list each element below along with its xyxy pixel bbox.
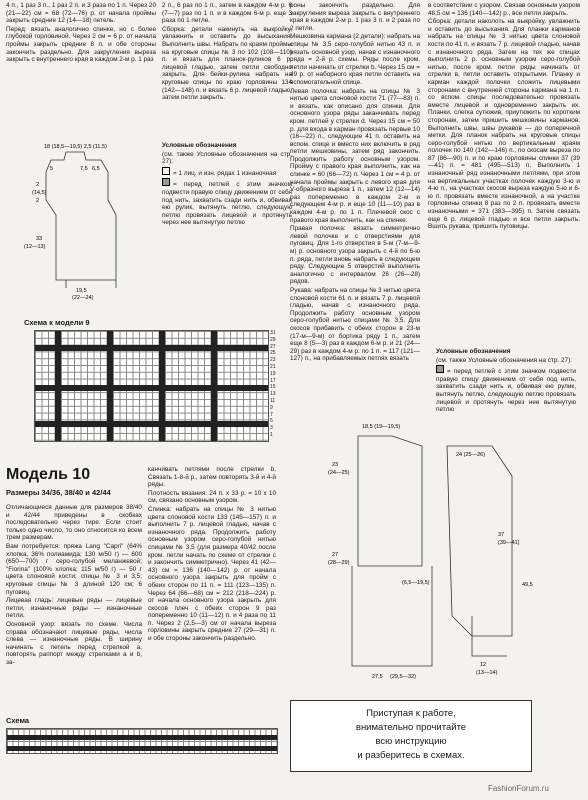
legend-item: = 1 лиц. и изн. рядах 1 изнаночная: [162, 167, 292, 178]
paragraph: 4 п., 1 раз 3 п., 1 раз 2 п. и 3 раза по 1 п. Через 20 (21—22) см = 68 (72—76) р. от начала проймы закрыть средние 12 (14—18) петель.: [6, 2, 156, 25]
column-2-bottom-text: [148, 466, 276, 644]
paragraph: Вам потребуется: пряжа Lang "Capri" (64% хлопка, 36% полиамида; 130 м/50 г) — 600 (650—700) г серо-голубой меланжевой; "Fiorina" (100% хлопка; 115 м/50 г) — 50 г цвета слоновой кости; спицы № 3 и 3,5; круговые спицы № 3 длиной 120 см; 6 пуговиц.: [6, 542, 142, 596]
paragraph: Правая полочка: вязать симметрично левой полочке и с отверстиями для пуговиц. Для 1-го отверстия в 5-м (7-м—9-м) р. основного узора закрыть с 4-й по 6-ю п. ряда, петли вновь набрать в следующем ряду. Следующие 5 отверстий выполнить аналогично с интервалом 26 (26—28) рядов.: [290, 225, 420, 286]
reminder-line: всю инструкцию: [375, 736, 447, 747]
sketch-label: 19,5: [76, 288, 87, 294]
sketch-label: (28—29): [328, 560, 350, 566]
column-3-text: [290, 2, 420, 364]
model-title: Модель 10: [6, 466, 91, 483]
sketch-label: 27,5: [372, 674, 383, 680]
sketch-label: 18 (18,5—19,5) 2,5 (11,5): [44, 144, 107, 150]
sketch-label: 5: [50, 166, 54, 172]
paragraph: в соответствии с узором. Связав основным узором 48,5 см = 136 (140—142) р., все петли закрыть.: [428, 2, 580, 17]
model-10-pattern-sketch: [322, 416, 552, 686]
sketch-label: (13—14): [476, 670, 498, 676]
scheme-bottom-title: Схема: [6, 716, 30, 725]
sketch-label: (29,5—32): [390, 674, 416, 680]
legend-item: = перед петлей с этим значком подвести правую спицу движением от себя под нить, захватить сзади нить и, обвивая ею рулик, вытянуть петлю, следующую петлю провязать лицевой и протянуть через нее вытянутую петлю: [436, 365, 576, 414]
reminder-line: внимательно прочитайте: [355, 722, 467, 733]
sketch-label: (22—24): [72, 295, 94, 300]
sketch-label: (24—25): [328, 470, 350, 476]
reminder-box: [290, 700, 532, 772]
sketch-label: 12: [480, 662, 487, 668]
paragraph: 2 п., 6 раз по 1 п., затем в каждом 4-м р. 6 (7—7) раз по 1 п. и в каждом 6-м р. еще 3 раза по 1 петле.: [162, 2, 292, 25]
paragraph: Основной узор: вязать по схеме. Числа справа обозначают лицевые ряды, числа слева — изнаночные ряды. В ширину начинать с петель перед стрелкой а, повторять раппорт между стрелками а и b, за-: [6, 620, 142, 666]
paragraph: Левая полочка: набрать на спицы № 3 нитью цвета слоновой кости 71 (77—83) п. и вязать, как описано для спинки. Для основного узора ряды заканчивать перед кром. петлей у стрелки d. Через 15 см = 50 р. для входа в карман провязать первые 10 (16—22) п., следующие 41 п. оставить на вспом. спице и вместо них включить в ряд петли мешковины, затем ряд закончить. Продолжить работу основным узором. Пройму с правого края выполнить, как на спинке = 60 (66—72) п. Через 1 см = 4 р. от начала проймы закрыть с левого края для V-образного выреза 1 п., затем 12 (12—14) раз попеременно в каждом 2-м и следующем 4-м р. и еще 10 (11—10) раз в каждом 4-м р. по 1 п. Плечевой скос с правого края выполнить, как на спинке.: [290, 87, 420, 224]
reminder-line: Приступая к работе,: [366, 708, 456, 719]
watermark: FashionForum.ru: [488, 784, 549, 793]
loop-symbol-icon: [436, 365, 444, 373]
sketch-label: 6,5: [92, 166, 100, 172]
paragraph: Отличающиеся данные для размеров 38/40 и 42/44 приведены в скобках последовательно через тире. Если стоит только одно число, то оно относится ко всем трем размерам.: [6, 504, 142, 542]
sketch-label: (12—13): [24, 244, 46, 250]
sketch-label: 2: [36, 182, 40, 188]
scheme-9-grid: [34, 330, 269, 442]
paragraph: Рукава: набрать на спицы № 3 нитью цвета слоновой кости 61 п. и вязать 7 р. лицевой гладью, начав с изнаночного ряда. Продолжить работу основным узором серо-голубой нитью спицами № 3,5. Для скосов прибавить с обеих сторон в 23-м (17-м—9-м) от бортика ряду 1 п., затем еще 8 (5—3) раз в каждом 6-м р. и 21 (24—29) раз в каждом 4-м р. по 1 п. = 117 (121—127) п., на прибавляемых петлях вязать: [290, 286, 420, 363]
legend-1: [162, 142, 292, 228]
column-4-text: [428, 2, 580, 232]
scheme-9-row-numbers: 31 29 27 25 23 21 19 17 15 13 11 9 7 5 3 1: [270, 330, 276, 438]
column-2-top-text: [162, 2, 292, 103]
paragraph: Сборка: детали наколоть на выкройку, увлажнить и оставить до высыхания. Для планки карманов набрать на спицы № 3 нитью цвета слоновой кости по 41 п. и вязать 7 р. лицевой гладью, начав с изнаночного ряда. Затем на тех же спицах выполнить 2 р. основным узором серо-голубой нитью, после кром. петли ряды начинать от стрелки в, петли оставить открытыми. Планку и карман каждой полочки сложить лицевыми сторонами с внутренней стороны кармана на 1 п. со вспом. спицы последовательно провязать вместе лицевой и одновременно закрыть их. Планки, слегка сутюжив, приутюжить по коротким сторонам, затем пришить мешковины карманов. Выполнить швы, швы рукавов — до поперечной метки. Для планок набрать на круговые спицы серо-голубой нитью по вертикальным краям полочек по 140 (142—146) п., по скосам выреза по 87 (86—90) п. и по краю горловины спинки 37 (39—41) п. = 481 (495—513) п. Выполнить 1 изнаночный ряд изнаночными петлями, при этом на вертикальных участках полочек каждую 3-ю и 4-ю п., на участках скосов выреза каждую 5-ю и 6-ю п. провязать вместе изнаночной, а на участке горловины спинки 8 раз по 2 п. провязать вместе изнаночными = 371 (383—395) п. Затем связать еще 6 р. лицевой гладью и все петли закрыть. Вшить рукава, пришить пуговицы.: [428, 18, 580, 231]
sketch-label: 27: [332, 552, 339, 558]
legend-item: = перед петлей с этим значком подвести правую спицу движением от себя под нить, захватить сзади нить и, обвивая ею рулик, вытянуть петлю, следующую петлю провязать лицевой и протянуть через нее вытянутую петлю: [162, 178, 292, 227]
square-symbol-icon: [162, 167, 170, 175]
legend-title: Условные обозначения: [436, 348, 511, 355]
sketch-label: 37: [498, 532, 505, 538]
sketch-label: (6,5—19,5): [402, 580, 430, 586]
paragraph: Спинка: набрать на спицы № 3 нитью цвета слоновой кости 133 (145—157) п. и выполнить 7 р. лицевой гладью, начав с изнаночного ряда. Продолжить работу основным узором серо-голубой нитью спицами № 3,5 (для размера 40/42 после кром. петли начать по схеме от стрелки с и закончить симметрично). Через 41 (42—43) см = 136 (140—142) р. от начала основного узора закрыть для пройм с обеих сторон по 11 п. = 111 (123—135) п. Через 64 (66—68) см = 212 (218—224) р. от начала основного узора закрыть для скосов плеч с обеих сторон 9 раз попеременно 10 (11—12) п. и 4 раза по 11 п. Через 2 (2,5—3) см от начала выреза горловины закрыть средние 27 (29—31) п. и обе стороны закончить раздельно.: [148, 505, 276, 643]
sketch-label: (14,5): [32, 190, 47, 196]
paragraph: Лицевая гладь: лицевые ряды — лицевые петли, изнаночные ряды — изнаночные петли.: [6, 597, 142, 620]
sketch-label: 33: [36, 236, 43, 242]
legend-2: [436, 348, 576, 415]
reminder-line: и разберитесь в схемах.: [357, 750, 465, 761]
sketch-label: (39—41): [498, 540, 520, 546]
legend-title: Условные обозначения: [162, 142, 237, 149]
paragraph: Сборка: детали накинуть на выкройку, увлажнить и оставить до высыхания. Выполнить швы. Набрать по краям проймы на круговые спицы № 3 по 102 (108—110) п. и вязать для планок-руликов 6 р. лицевой гладью, затем петли свободно закрыть. Для бейки-рулика набрать на круговые спицы по краю горловины 134 (142—148) п. и вязать 6 р. лицевой гладью, затем петли закрыть.: [162, 25, 292, 102]
model-9-pattern-sketch: [6, 140, 146, 300]
sketch-label: 18,5 (19—19,5): [362, 424, 401, 430]
paragraph: канчивать петлями после стрелки b. Связать 1-8-й р., затем повторять 3-й и 4-й ряды.: [148, 466, 276, 489]
paragraph: Мешковина кармана (2 детали): набрать на спицы № 3,5 серо-голубой нитью 43 п. и вязать основной узор, начав с изнаночного ряда = 2-й р. схемы. Ряды после кром. петли начинать от стрелки b. Через 15 см = 49 р. от наборного края петли оставить на вспомогательной спице.: [290, 33, 420, 86]
sketch-label: 2: [36, 198, 40, 204]
scheme-9-title: Схема к модели 9: [24, 318, 90, 327]
legend-subtitle: (см. также Условные обозначения на стр. 27):: [162, 150, 292, 166]
column-1-bottom-text: [6, 504, 142, 667]
paragraph: Перед: вязать аналогично спинке, но с более глубокой горловиной. Через 2 см = 6 р. от начала проймы закрыть средние 8 п. и обе стороны закончить раздельно. Для закругления выреза закрыть с внутреннего края в каждом 2-м р. 1 раз: [6, 25, 156, 64]
scheme-bottom-grid: [6, 728, 278, 754]
sketch-label: 7,5: [80, 166, 88, 172]
column-1-top-text: [6, 2, 156, 65]
paragraph: роны закончить раздельно. Для закругления выреза закрыть с внутреннего края в каждом 2-м р. 1 раз 3 п. и 2 раза по 2 петли.: [290, 2, 420, 32]
legend-subtitle: (см. также Условные обозначения на стр. 27):: [436, 356, 572, 364]
sketch-label: 49,5: [522, 582, 533, 588]
sketch-label: 24 (25—26): [456, 452, 486, 458]
model-sizes: Размеры 34/36, 38/40 и 42/44: [6, 488, 111, 497]
loop-symbol-icon: [162, 178, 170, 186]
sketch-label: 23: [332, 462, 339, 468]
paragraph: Плотность вязания: 24 п. x 33 р. = 10 x 10 см, связано основным узором.: [148, 489, 276, 505]
